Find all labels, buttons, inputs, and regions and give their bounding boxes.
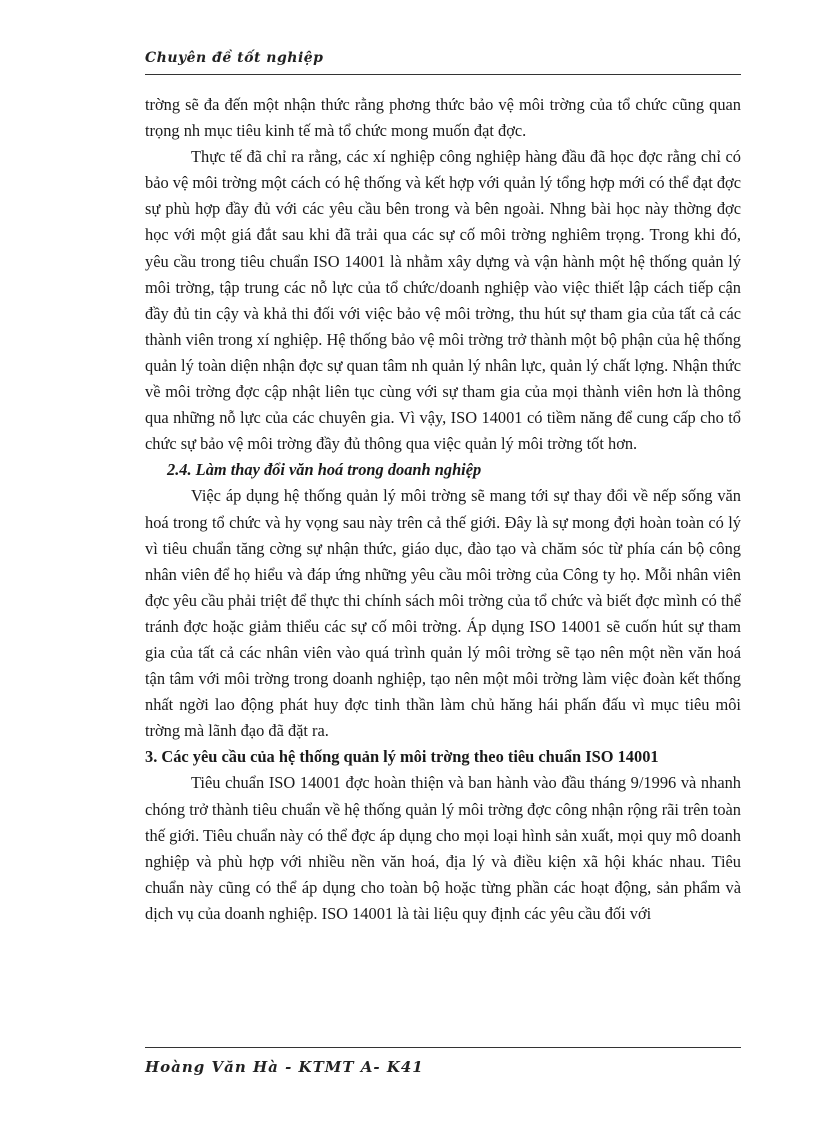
section-heading-3: 3. Các yêu cầu của hệ thống quản lý môi trờng theo tiêu chuẩn ISO 14001	[145, 747, 659, 767]
paragraph-4: Tiêu chuẩn ISO 14001 đợc hoàn thiện và ban hành vào đầu tháng 9/1996 và nhanh chóng trở thành tiêu chuẩn về hệ thống quản lý môi trờng đợc công nhận rộng rãi trên toàn thế giới. Tiêu chuẩn này có thể đợc áp dụng cho mọi loại hình sản xuất, mọi quy mô doanh nghiệp và phù hợp với nhiều nền văn hoá, địa lý và điều kiện xã hội khác nhau. Tiêu chuẩn này cũng có thể áp dụng cho toàn bộ hoặc từng phần các hoạt động, sản phẩm và dịch vụ của doanh nghiệp. ISO 14001 là tài liệu quy định các yêu cầu đối với	[145, 773, 741, 923]
paragraph-3: Việc áp dụng hệ thống quản lý môi trờng sẽ mang tới sự thay đổi về nếp sống văn hoá trong tổ chức và hy vọng sau này trên cả thế giới. Đây là sự mong đợi hoàn toàn có lý vì tiêu chuẩn tăng cờng sự nhận thức, giáo dục, đào tạo và chăm sóc từ phía cán bộ công nhân viên để họ hiểu và đáp ứng những yêu cầu môi trờng của Công ty họ. Mỗi nhân viên đợc yêu cầu phải triệt để thực thi chính sách môi trờng của tổ chức và biết đợc mình có thể tránh đợc hoặc giảm thiểu các sự cố môi trờng. Áp dụng ISO 14001 sẽ cuốn hút sự tham gia của tất cả các nhân viên vào quá trình quản lý môi trờng sẽ tạo nên một nền văn hoá tận tâm với môi trờng trong doanh nghiệp, tạo nên một môi trờng làm việc đoàn kết thống nhất ngời lao động phát huy đợc tinh thần làm chủ hăng hái phấn đấu vì mục tiêu môi trờng mà lãnh đạo đã đặt ra.	[145, 486, 741, 741]
page-body	[145, 92, 741, 927]
header-divider	[145, 74, 741, 75]
paragraph-1: trờng sẽ đa đến một nhận thức rằng phơng thức bảo vệ môi trờng của tổ chức cũng quan trọng nh mục tiêu kinh tế mà tổ chức mong muốn đạt đợc.	[145, 95, 741, 141]
section-heading-2-4: 2.4. Làm thay đổi văn hoá trong doanh nghiệp	[167, 460, 482, 480]
page-footer-author: Hoàng Văn Hà - KTMT A- K41	[145, 1058, 424, 1076]
page-header-title: Chuyên đề tốt nghiệp	[145, 50, 324, 66]
paragraph-2: Thực tế đã chỉ ra rằng, các xí nghiệp công nghiệp hàng đầu đã học đợc rằng chỉ có bảo vệ môi trờng một cách có hệ thống và kết hợp với quản lý tổng hợp mới có thể đạt đợc sự phù hợp đầy đủ với các yêu cầu bên trong và bên ngoài. Nhng bài học này thờng đợc học với một giá đắt sau khi đã trải qua các sự cố môi trờng nghiêm trọng. Trong khi đó, yêu cầu trong tiêu chuẩn ISO 14001 là nhằm xây dựng và vận hành một hệ thống quản lý môi trờng, tập trung các nỗ lực của tổ chức/doanh nghiệp vào việc thiết lập cách tiếp cận đầy đủ tin cậy và khả thi đối với việc bảo vệ môi trờng, thu hút sự tham gia của tất cả các thành viên trong xí nghiệp. Hệ thống bảo vệ môi trờng trở thành một bộ phận của hệ thống quản lý toàn diện nhận đợc sự quan tâm nh quản lý nhân lực, quản lý chất lợng. Nhận thức về môi trờng đợc cập nhật liên tục cùng với sự tham gia của mọi thành viên hơn là thông qua những nỗ lực của các chuyên gia. Vì vậy, ISO 14001 có tiềm năng để cung cấp cho tổ chức sự bảo vệ môi trờng đầy đủ thông qua việc quản lý môi trờng tốt hơn.	[145, 147, 741, 454]
footer-divider	[145, 1047, 741, 1048]
